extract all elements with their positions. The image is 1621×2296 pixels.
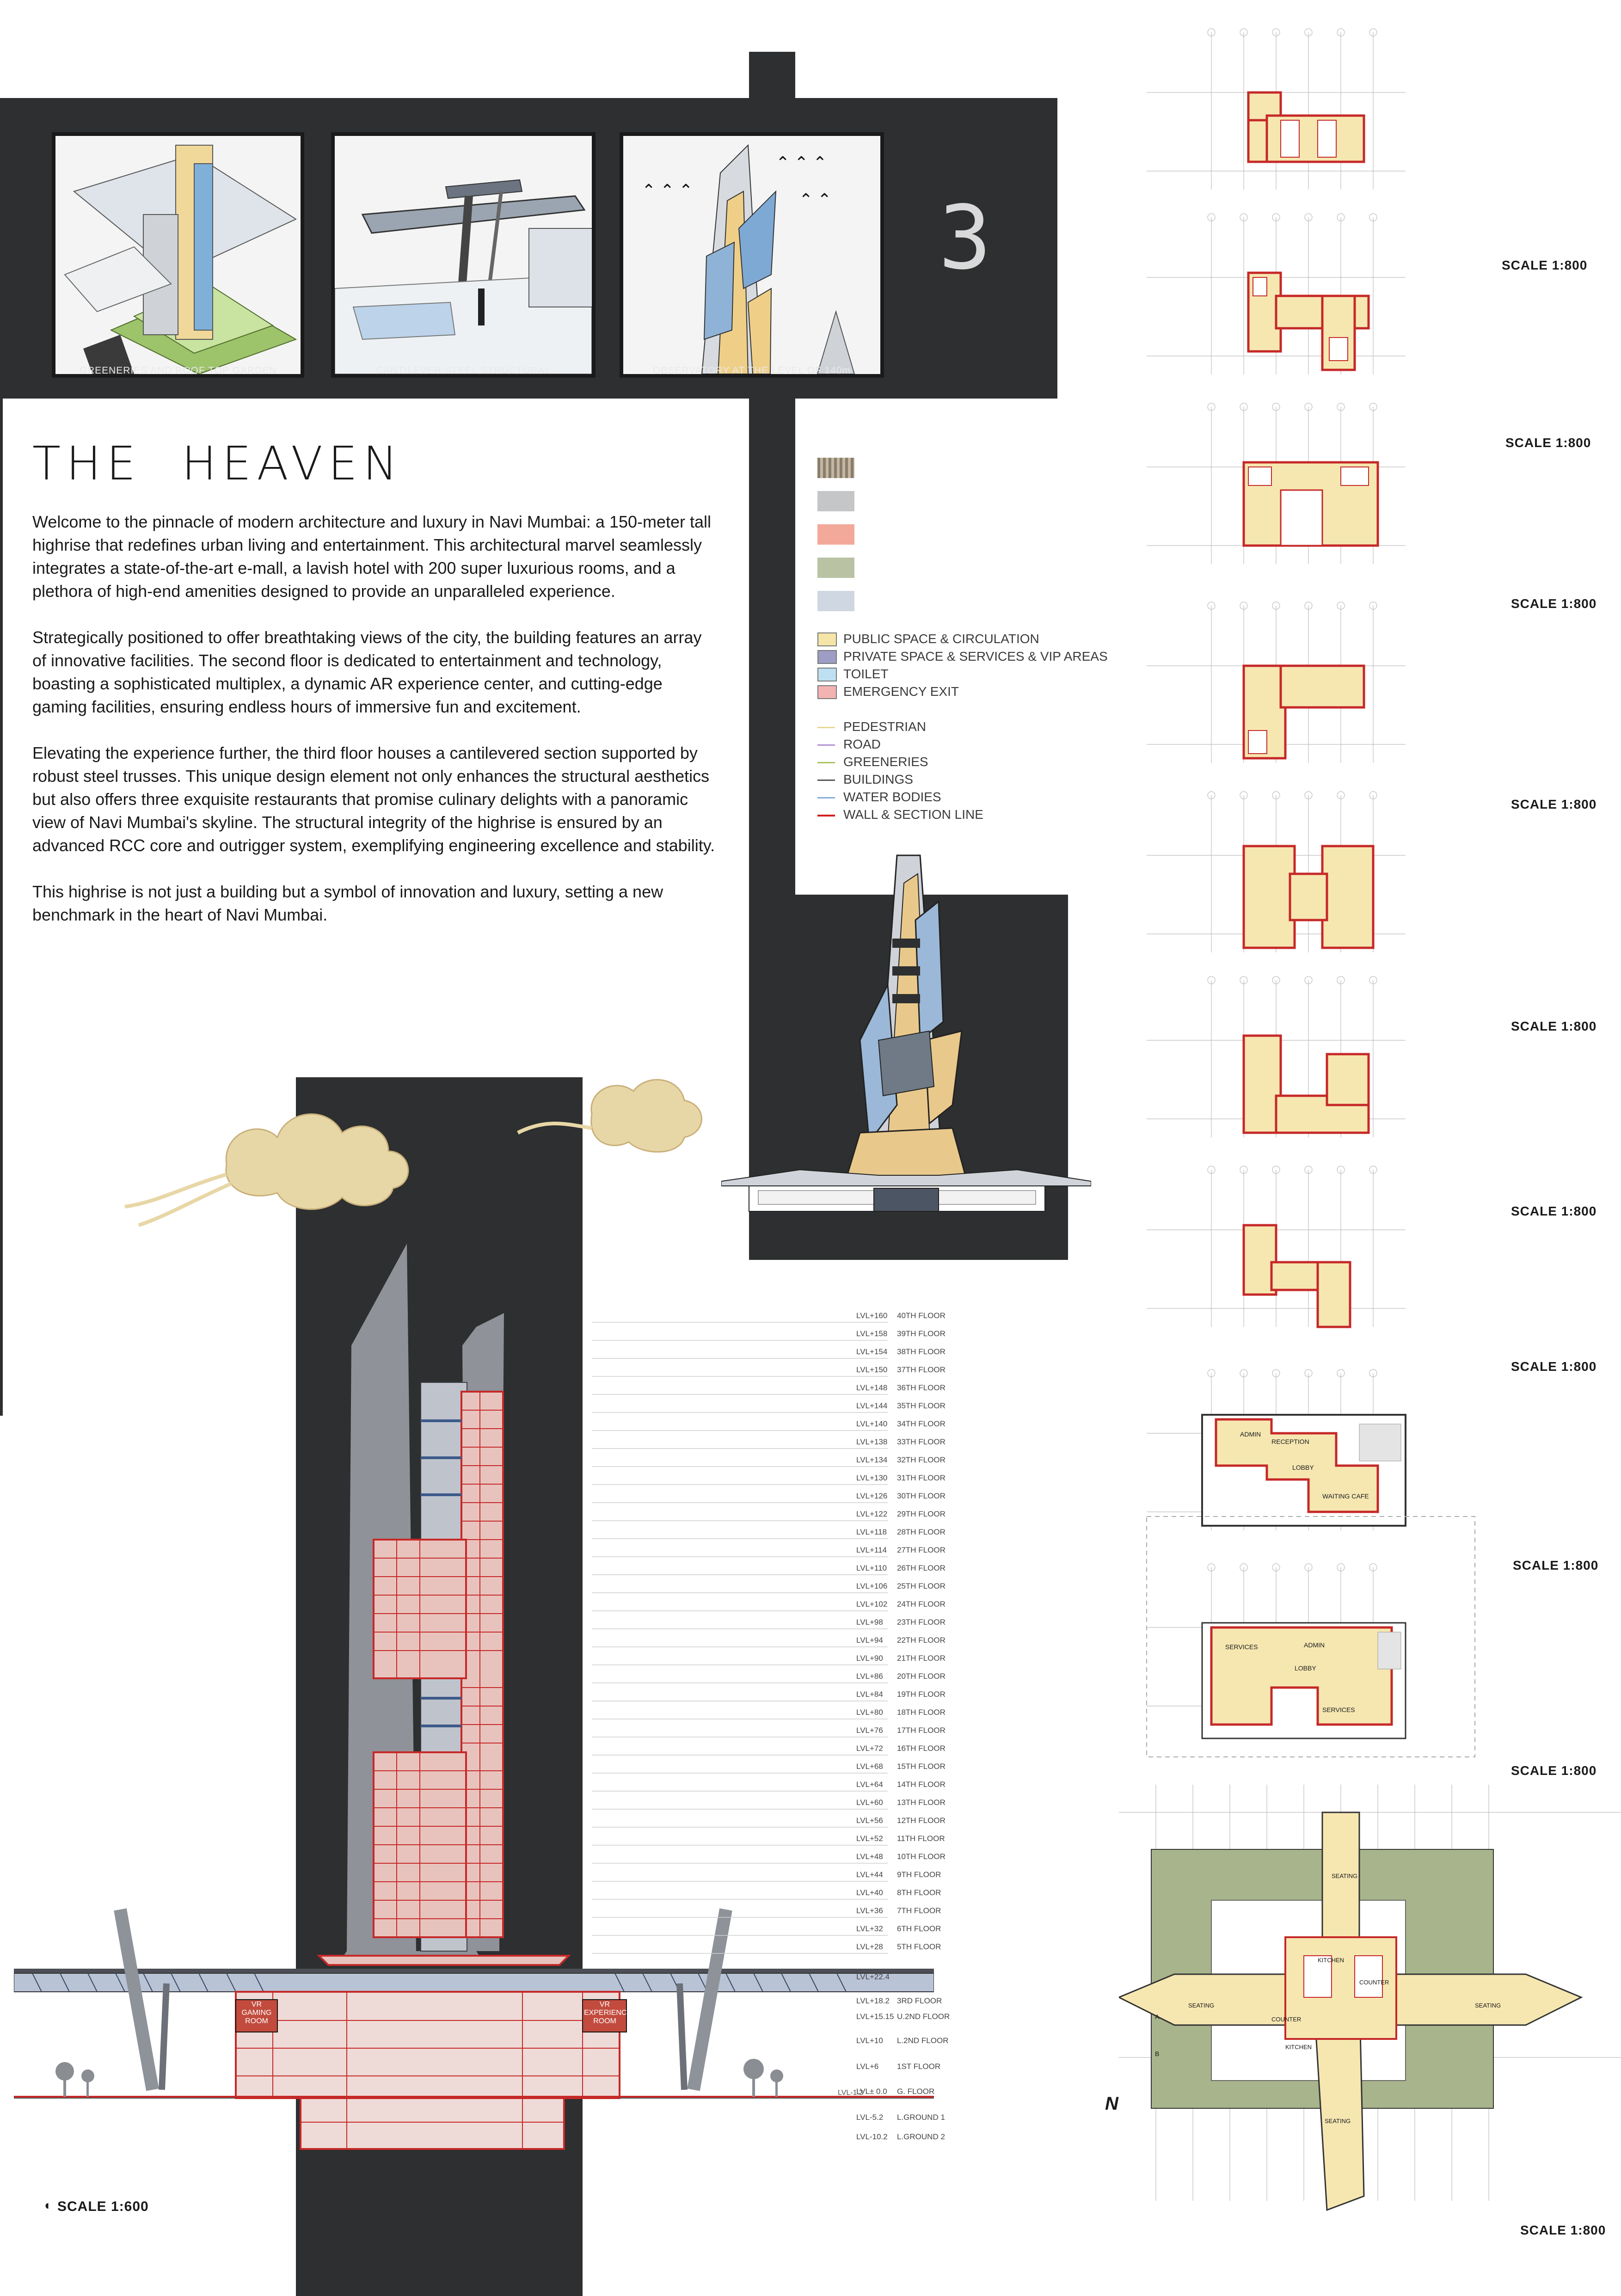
- level-label: [856, 1996, 942, 2006]
- zone-swatch: [817, 650, 837, 664]
- floor-name: 6TH FLOOR: [897, 1924, 941, 1933]
- line-swatch: [817, 780, 835, 781]
- room-label-counter: COUNTER: [1271, 2016, 1302, 2023]
- plan-scale-label: SCALE 1:800: [1513, 1558, 1599, 1572]
- description-paragraph: Elevating the experience further, the third floor houses a cantilevered section supported by robust steel trusses. This unique design element not only enhances the structural aesthetics but also offers three exquisite restaurants that promise culinary delights with a panoramic view of Navi Mumbai's skyline. The structural integrity of the highrise is ensured by an advanced RCC core and outrigger system, exemplifying engineering excellence and stability.: [32, 743, 715, 855]
- floor-name: L.GROUND 1: [897, 2113, 945, 2122]
- plan-scale-label: SCALE 1:800: [1502, 258, 1588, 272]
- zone-label: PRIVATE SPACE & SERVICES & VIP AREAS: [843, 649, 1108, 663]
- level-value: LVL+28: [856, 1942, 883, 1951]
- floor-name: 36TH FLOOR: [897, 1383, 946, 1392]
- floor-name: 37TH FLOOR: [897, 1365, 946, 1374]
- line-swatch: [817, 762, 835, 763]
- vr-gaming-room-label: VR GAMING ROOM: [241, 2001, 272, 2025]
- level-value: LVL+110: [856, 1564, 887, 1572]
- floor-name: 21TH FLOOR: [897, 1654, 946, 1663]
- section-scale-label: SCALE 1:600: [57, 2199, 149, 2214]
- legend: [799, 453, 1108, 823]
- level-label: [856, 1365, 946, 1375]
- level-label: [856, 1780, 946, 1789]
- level-label: [856, 1546, 946, 1555]
- level-label: [856, 1762, 946, 1771]
- room-label-services: SERVICES: [1225, 1643, 1258, 1651]
- level-label: [856, 1437, 946, 1447]
- level-value: LVL+118: [856, 1528, 887, 1536]
- level-label: [856, 2012, 950, 2021]
- floor-name: 12TH FLOOR: [897, 1816, 946, 1825]
- zone-label: TOILET: [843, 667, 889, 681]
- floor-name: 3RD FLOOR: [897, 1996, 942, 2005]
- floor-name: 34TH FLOOR: [897, 1419, 946, 1428]
- roof-garden-sketch: [55, 136, 301, 374]
- thumbnail-caption: OBSERVATORY AT THE LEVEL OF 140m: [652, 365, 851, 376]
- room-label-counter: COUNTER: [1359, 1979, 1389, 1986]
- room-label-services: SERVICES: [1322, 1706, 1355, 1713]
- line-label: ROAD: [843, 737, 881, 751]
- floor-name: 27TH FLOOR: [897, 1546, 946, 1554]
- level-value: LVL+36: [856, 1906, 883, 1915]
- floor-name: 29TH FLOOR: [897, 1510, 946, 1518]
- level-value: LVL+122: [856, 1510, 888, 1518]
- thumbnail-cantilever: [331, 132, 596, 378]
- floor-name: 7TH FLOOR: [897, 1906, 941, 1915]
- room-label-admin: ADMIN: [1304, 1641, 1325, 1649]
- level-value: LVL+90: [856, 1654, 883, 1663]
- room-label-seating: SEATING: [1475, 2002, 1501, 2009]
- level-value: LVL+160: [856, 1311, 888, 1320]
- level-value: LVL+18.2: [856, 1996, 890, 2005]
- level-value: LVL+138: [856, 1437, 888, 1446]
- level-value: LVL+98: [856, 1618, 883, 1627]
- room-label-waiting: WAITING CAFE: [1322, 1492, 1369, 1500]
- plan-scale-label: SCALE 1:800: [1511, 1359, 1597, 1374]
- floor-name: G. FLOOR: [897, 2087, 935, 2096]
- level-value: LVL+134: [856, 1455, 888, 1464]
- level-value: LVL+150: [856, 1365, 888, 1374]
- floor-name: 39TH FLOOR: [897, 1329, 946, 1338]
- material-swatch: [817, 524, 854, 545]
- floor-name: 14TH FLOOR: [897, 1780, 946, 1789]
- thumbnail-roof-garden: [52, 132, 304, 378]
- level-value: LVL+15.15: [856, 2012, 894, 2021]
- level-label: [856, 1492, 946, 1501]
- grid-marker-a: A: [1155, 2013, 1160, 2020]
- level-value: LVL+48: [856, 1852, 883, 1861]
- zone-label: PUBLIC SPACE & CIRCULATION: [843, 632, 1039, 646]
- floor-name: 25TH FLOOR: [897, 1582, 946, 1590]
- project-title: THE HEAVEN: [32, 436, 403, 491]
- floor-name: 9TH FLOOR: [897, 1870, 941, 1879]
- level-value: LVL+84: [856, 1690, 883, 1699]
- room-label-seating: SEATING: [1332, 1872, 1358, 1879]
- level-value: LVL-10.2: [856, 2132, 888, 2141]
- level-value: LVL+68: [856, 1762, 883, 1771]
- level-label: [856, 1708, 946, 1717]
- level-value: LVL+6: [856, 2062, 879, 2071]
- level-value: LVL+126: [856, 1492, 888, 1500]
- north-arrow-icon: N: [1105, 2093, 1118, 2114]
- room-label-reception: RECEPTION: [1271, 1438, 1309, 1445]
- level-value: LVL+144: [856, 1401, 888, 1410]
- level-label: [856, 1972, 890, 1982]
- floor-name: 35TH FLOOR: [897, 1401, 946, 1410]
- plan-scale-label: SCALE 1:800: [1511, 1204, 1597, 1218]
- level-value: LVL+114: [856, 1546, 887, 1554]
- floor-name: 33TH FLOOR: [897, 1437, 946, 1446]
- level-label: [856, 1924, 941, 1934]
- description-paragraph: Welcome to the pinnacle of modern architecture and luxury in Navi Mumbai: a 150-meter tall highrise that redefines urban living and entertainment. This architectural marvel seamlessly integrates a state-of-the-art e-mall, a lavish hotel with 200 super luxurious rooms, and a plethora of high-end amenities designed to provide an unparalleled experience.: [32, 512, 712, 601]
- level-label: [856, 1888, 941, 1897]
- level-value: LVL+22.4: [856, 1972, 890, 1981]
- level-guides: [592, 1320, 888, 2153]
- floor-name: 32TH FLOOR: [897, 1455, 946, 1464]
- level-label: [856, 1600, 946, 1609]
- level-value: LVL+76: [856, 1726, 883, 1735]
- floor-name: L.GROUND 2: [897, 2132, 945, 2141]
- level-value: LVL+106: [856, 1582, 888, 1590]
- level-label: [856, 1383, 946, 1393]
- plan-scale-label: SCALE 1:800: [1520, 2223, 1606, 2237]
- grid-marker-b: B: [1155, 2050, 1160, 2057]
- thumbnail-caption: GREENERIES AND ROOF TOP GARDEN: [79, 365, 277, 376]
- level-label: [856, 1906, 941, 1915]
- plan-scale-label: SCALE 1:800: [1511, 1019, 1597, 1033]
- level-label: [856, 1455, 946, 1465]
- level-value: LVL+56: [856, 1816, 883, 1825]
- observatory-sketch: [623, 136, 880, 374]
- level-value: LVL+94: [856, 1636, 883, 1645]
- level-guide-lines: [592, 1320, 888, 2153]
- description-paragraph: This highrise is not just a building but a symbol of innovation and luxury, setting a new benchmark in the heart of Navi Mumbai.: [32, 882, 663, 924]
- floor-plans-svg: [1119, 0, 1621, 2296]
- level-label: [856, 1690, 946, 1699]
- level-label: [856, 2132, 945, 2142]
- description-paragraph: Strategically positioned to offer breathtaking views of the city, the building features an array of innovative facilities. The second floor is dedicated to entertainment and technology, boasting a sophisticated multiplex, a dynamic AR experience center, and cutting-edge gaming facilities, ensuring endless hours of immersive fun and excitement.: [32, 628, 702, 716]
- floor-name: 26TH FLOOR: [897, 1564, 946, 1572]
- level-label: [856, 1870, 941, 1879]
- level-label: [856, 1347, 946, 1357]
- cantilever-sketch: [335, 136, 592, 374]
- line-label: BUILDINGS: [843, 772, 913, 786]
- level-value: LVL+86: [856, 1672, 883, 1681]
- level-value: LVL+44: [856, 1870, 883, 1879]
- floor-name: U.2ND FLOOR: [897, 2012, 950, 2021]
- level-label: [856, 1618, 946, 1627]
- scale-marker-icon: ◐: [44, 2198, 52, 2212]
- room-label-lobby: LOBBY: [1295, 1664, 1316, 1672]
- level-value: LVL+148: [856, 1383, 888, 1392]
- left-vertical-strip: [0, 98, 3, 1416]
- vr-experience-room-label: VR EXPERIENCE ROOM: [584, 2001, 632, 2025]
- level-label: [856, 1852, 946, 1861]
- level-value: LVL+158: [856, 1329, 888, 1338]
- zone-swatch: [817, 632, 837, 646]
- svg-text:⌃ ⌃ ⌃: ⌃ ⌃ ⌃: [776, 153, 827, 172]
- level-value: LVL+72: [856, 1744, 883, 1753]
- level-value: LVL-5.2: [856, 2113, 884, 2122]
- floor-name: 5TH FLOOR: [897, 1942, 941, 1951]
- line-swatch: [817, 744, 835, 746]
- floor-name: 17TH FLOOR: [897, 1726, 946, 1735]
- line-label: WATER BODIES: [843, 790, 941, 804]
- thumbnail-caption: CANTILEVER STEEL STRUCTURAL: [376, 365, 551, 376]
- level-value: LVL+64: [856, 1780, 883, 1789]
- level-label: [856, 1528, 946, 1537]
- level-label: [856, 1401, 946, 1411]
- svg-text:⌃ ⌃ ⌃: ⌃ ⌃ ⌃: [642, 181, 693, 200]
- level-value: LVL+140: [856, 1419, 888, 1428]
- level-label: [856, 1942, 941, 1952]
- plan-scale-label: SCALE 1:800: [1505, 436, 1591, 450]
- material-swatch: [817, 591, 854, 611]
- sheet-number: 3: [939, 187, 992, 289]
- line-swatch: [817, 815, 835, 816]
- zone-swatch: [817, 685, 837, 699]
- level-label: [856, 1672, 946, 1681]
- floor-name: 31TH FLOOR: [897, 1473, 946, 1482]
- room-label-lobby: LOBBY: [1292, 1464, 1314, 1471]
- level-label: [856, 1564, 946, 1573]
- level-label: [856, 1473, 946, 1483]
- level-label: [856, 1311, 946, 1320]
- line-label: GREENERIES: [843, 755, 928, 769]
- plan-scale-label: SCALE 1:800: [1511, 596, 1597, 611]
- floor-name: 16TH FLOOR: [897, 1744, 946, 1753]
- level-label: [856, 1744, 946, 1753]
- floor-name: 38TH FLOOR: [897, 1347, 946, 1356]
- floor-name: 18TH FLOOR: [897, 1708, 946, 1717]
- floor-name: 22TH FLOOR: [897, 1636, 946, 1645]
- level-value: LVL+102: [856, 1600, 888, 1608]
- room-label-kitchen: KITCHEN: [1318, 1957, 1345, 1964]
- level-label: [856, 1636, 946, 1645]
- level-label: [856, 1654, 946, 1663]
- room-label-kitchen: KITCHEN: [1285, 2044, 1312, 2050]
- level-label: [856, 1726, 946, 1735]
- material-swatch: [817, 558, 854, 578]
- level-value: LVL+60: [856, 1798, 883, 1807]
- level-label: [856, 1510, 946, 1519]
- level-label: [856, 1329, 946, 1338]
- floor-name: 11TH FLOOR: [897, 1834, 945, 1843]
- level-value: LVL+130: [856, 1473, 888, 1482]
- floor-name: 13TH FLOOR: [897, 1798, 946, 1807]
- floor-name: 15TH FLOOR: [897, 1762, 946, 1771]
- level-label: [856, 1816, 946, 1825]
- line-swatch: [817, 797, 835, 798]
- zone-swatch: [817, 668, 837, 681]
- project-description: [32, 510, 717, 950]
- floor-name: L.2ND FLOOR: [897, 2036, 949, 2045]
- plan-scale-label: SCALE 1:800: [1511, 1763, 1597, 1778]
- floor-name: 40TH FLOOR: [897, 1311, 946, 1320]
- ground-level-label: LVL-1.2: [838, 2089, 863, 2097]
- thumbnail-observatory: [620, 132, 884, 378]
- level-value: LVL+32: [856, 1924, 883, 1933]
- room-label-admin: ADMIN: [1240, 1430, 1261, 1438]
- floor-name: 10TH FLOOR: [897, 1852, 946, 1861]
- level-label: [856, 2036, 949, 2045]
- level-label: [856, 1834, 945, 1843]
- level-label: [856, 1798, 946, 1807]
- level-value: LVL+52: [856, 1834, 883, 1843]
- material-swatch: [817, 458, 854, 478]
- floor-name: 19TH FLOOR: [897, 1690, 946, 1699]
- material-swatch: [817, 491, 854, 511]
- floor-name: 23TH FLOOR: [897, 1618, 946, 1627]
- level-label: [856, 1582, 946, 1591]
- floor-plans-column: [1105, 0, 1621, 2296]
- level-labels: [856, 1311, 986, 2143]
- level-value: LVL+40: [856, 1888, 883, 1897]
- level-label: [856, 2113, 945, 2122]
- room-label-seating: SEATING: [1188, 2002, 1215, 2009]
- level-value: LVL+154: [856, 1347, 888, 1356]
- level-value: LVL± 0.0: [856, 2087, 887, 2096]
- svg-text:⌃ ⌃: ⌃ ⌃: [799, 190, 832, 209]
- line-label: WALL & SECTION LINE: [843, 807, 983, 822]
- zone-label: EMERGENCY EXIT: [843, 684, 959, 699]
- floor-name: 28TH FLOOR: [897, 1528, 946, 1536]
- floor-name: 20TH FLOOR: [897, 1672, 946, 1681]
- line-swatch: [817, 727, 835, 728]
- plan-scale-label: SCALE 1:800: [1511, 797, 1597, 811]
- level-label: [856, 2062, 941, 2071]
- floor-name: 30TH FLOOR: [897, 1492, 946, 1500]
- floor-name: 8TH FLOOR: [897, 1888, 941, 1897]
- line-label: PEDESTRIAN: [843, 719, 926, 734]
- level-label: [856, 1419, 946, 1429]
- level-value: LVL+10: [856, 2036, 883, 2045]
- floor-name: 24TH FLOOR: [897, 1600, 946, 1608]
- level-value: LVL+80: [856, 1708, 883, 1717]
- tower-elevation: [721, 846, 1091, 1216]
- room-label-seating: SEATING: [1325, 2118, 1351, 2124]
- floor-name: 1ST FLOOR: [897, 2062, 941, 2071]
